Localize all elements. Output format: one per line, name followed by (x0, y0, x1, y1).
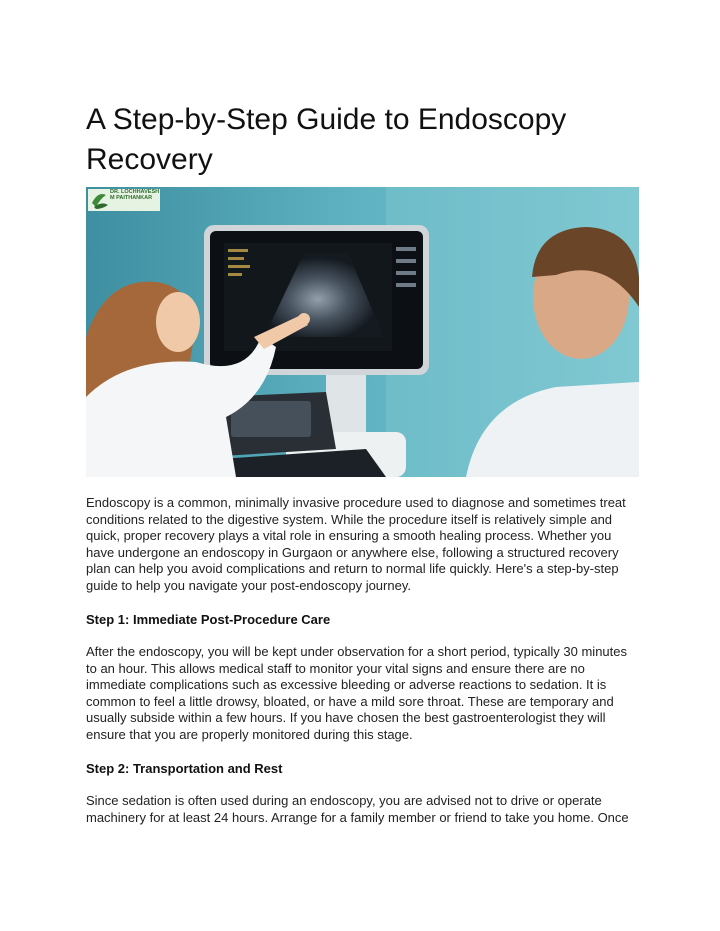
ultrasound-scene-illustration (86, 187, 639, 477)
hero-image (86, 187, 639, 477)
section-heading-2: Step 2: Transportation and Rest (86, 761, 283, 776)
hero-logo-text (110, 189, 159, 201)
section-text-1: After the endoscopy, you will be kept under observation for a short period, typically 30 minutes to an hour. This allows medical staff to monitor your vital signs and ensure there are no immediate complications such as excessive bleeding or adverse reactions to sedation. It is common to feel a little drowsy, bloated, or have a mild sore throat. These are temporary and usually subside within a few hours. If you have chosen the best gastroenterologist they will ensure that you are properly monitored during this stage. (86, 644, 627, 742)
intro-paragraph: Endoscopy is a common, minimally invasive procedure used to diagnose and sometimes treat conditions related to the digestive system. While the procedure itself is relatively simple and quick, proper recovery plays a vital role in ensuring a smooth healing process. Whether you have undergone an endoscopy in Gurgaon or anywhere else, following a structured recovery plan can help you avoid complications and return to normal life quickly. Here's a step-by-step guide to help you navigate your post-endoscopy journey. (86, 495, 626, 593)
section-text-2: Since sedation is often used during an endoscopy, you are advised not to drive or operate machinery for at least 24 hours. Arrange for a family member or friend to take you home. Once (86, 793, 629, 825)
section-heading-1: Step 1: Immediate Post-Procedure Care (86, 612, 331, 627)
logo-line-1: DR. LOCHHAVESH (110, 189, 160, 195)
logo-line-2: M PAITHANKAR (110, 195, 153, 201)
page-title: A Step-by-Step Guide to Endoscopy Recovery (86, 103, 567, 176)
